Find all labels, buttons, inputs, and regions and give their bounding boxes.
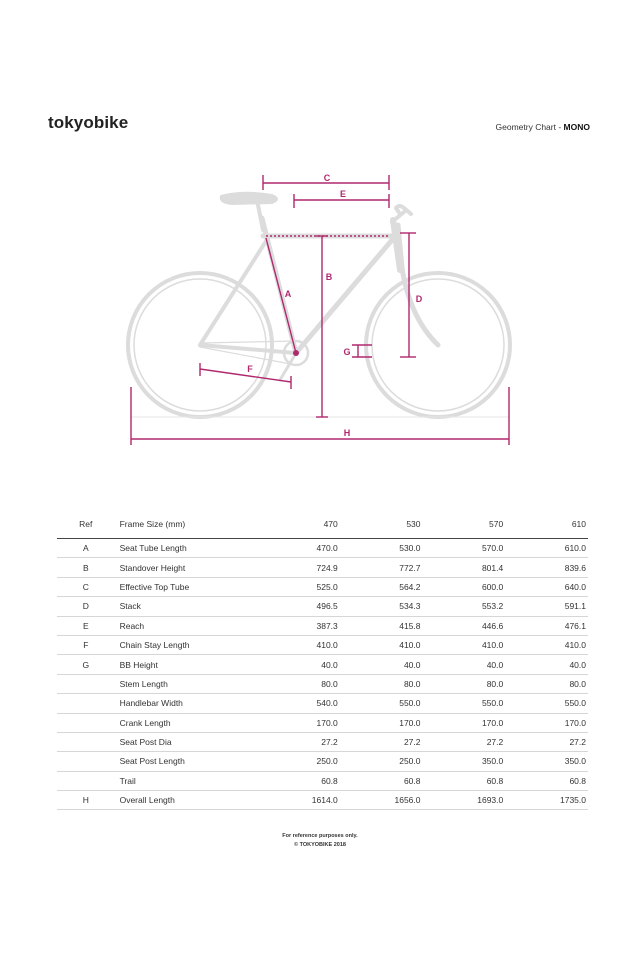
row-value: 446.6 <box>423 616 506 635</box>
header-size-470: 470 <box>257 510 340 539</box>
row-value: 80.0 <box>257 674 340 693</box>
row-value: 550.0 <box>340 694 423 713</box>
row-value: 40.0 <box>423 655 506 674</box>
row-value: 550.0 <box>423 694 506 713</box>
row-value: 60.8 <box>257 771 340 790</box>
row-value: 250.0 <box>340 752 423 771</box>
row-value: 534.3 <box>340 597 423 616</box>
row-value: 170.0 <box>505 713 588 732</box>
row-value: 387.3 <box>257 616 340 635</box>
label-g: G <box>343 347 351 357</box>
row-value: 772.7 <box>340 558 423 577</box>
row-ref: B <box>57 558 115 577</box>
row-value: 410.0 <box>340 635 423 654</box>
row-name: Stack <box>115 597 257 616</box>
table-row <box>57 771 588 790</box>
footer <box>0 832 640 849</box>
table-header-row <box>57 510 588 539</box>
row-value: 410.0 <box>257 635 340 654</box>
label-a: A <box>284 289 292 299</box>
brand-logo: tokyobike <box>48 113 129 132</box>
bottom-bracket-marker <box>293 350 299 356</box>
seat-post <box>258 205 263 230</box>
table-row <box>57 635 588 654</box>
geometry-table <box>57 510 588 810</box>
row-value: 40.0 <box>505 655 588 674</box>
row-name: Handlebar Width <box>115 694 257 713</box>
row-name: Seat Post Dia <box>115 732 257 751</box>
crank-arm <box>280 353 296 380</box>
row-value: 60.8 <box>340 771 423 790</box>
row-value: 553.2 <box>423 597 506 616</box>
row-ref <box>57 732 115 751</box>
header-frame-size: Frame Size (mm) <box>115 510 257 539</box>
row-ref: G <box>57 655 115 674</box>
label-h: H <box>343 428 351 438</box>
row-value: 80.0 <box>505 674 588 693</box>
down-tube <box>296 240 392 353</box>
row-value: 350.0 <box>423 752 506 771</box>
row-value: 600.0 <box>423 577 506 596</box>
saddle <box>221 193 277 204</box>
dimension-lines <box>131 175 509 445</box>
chain-stay <box>200 345 296 353</box>
row-value: 27.2 <box>257 732 340 751</box>
row-value: 801.4 <box>423 558 506 577</box>
dim-f <box>200 369 291 382</box>
row-value: 170.0 <box>257 713 340 732</box>
row-value: 564.2 <box>340 577 423 596</box>
table-row <box>57 597 588 616</box>
row-value: 27.2 <box>340 732 423 751</box>
footer-copyright: © TOKYOBIKE 2018 <box>294 841 346 848</box>
header-size-610: 610 <box>505 510 588 539</box>
row-value: 525.0 <box>257 577 340 596</box>
header-size-570: 570 <box>423 510 506 539</box>
chain-top <box>200 341 296 343</box>
row-value: 40.0 <box>257 655 340 674</box>
row-value: 27.2 <box>423 732 506 751</box>
row-ref: C <box>57 577 115 596</box>
row-value: 540.0 <box>257 694 340 713</box>
row-name: Chain Stay Length <box>115 635 257 654</box>
row-ref: E <box>57 616 115 635</box>
row-name: Standover Height <box>115 558 257 577</box>
row-ref: F <box>57 635 115 654</box>
row-ref <box>57 713 115 732</box>
row-value: 640.0 <box>505 577 588 596</box>
row-ref <box>57 752 115 771</box>
bike-illustration <box>128 193 510 417</box>
row-ref: A <box>57 539 115 558</box>
table-row <box>57 791 588 810</box>
row-value: 591.1 <box>505 597 588 616</box>
row-name: Overall Length <box>115 791 257 810</box>
table-row <box>57 577 588 596</box>
row-name: Effective Top Tube <box>115 577 257 596</box>
row-value: 1614.0 <box>257 791 340 810</box>
row-value: 550.0 <box>505 694 588 713</box>
row-ref <box>57 674 115 693</box>
table-row <box>57 616 588 635</box>
row-value: 170.0 <box>423 713 506 732</box>
row-value: 80.0 <box>423 674 506 693</box>
chart-title-prefix: Geometry Chart - <box>495 122 564 132</box>
label-c: C <box>323 173 331 183</box>
table-row <box>57 732 588 751</box>
row-name: Stem Length <box>115 674 257 693</box>
row-name: BB Height <box>115 655 257 674</box>
row-value: 496.5 <box>257 597 340 616</box>
row-value: 724.9 <box>257 558 340 577</box>
row-value: 610.0 <box>505 539 588 558</box>
row-ref: H <box>57 791 115 810</box>
label-b: B <box>325 272 333 282</box>
row-value: 60.8 <box>505 771 588 790</box>
row-value: 80.0 <box>340 674 423 693</box>
row-value: 839.6 <box>505 558 588 577</box>
row-value: 530.0 <box>340 539 423 558</box>
fork <box>398 225 438 345</box>
table-row <box>57 674 588 693</box>
row-value: 1735.0 <box>505 791 588 810</box>
label-e: E <box>339 189 347 199</box>
table-row <box>57 694 588 713</box>
row-value: 27.2 <box>505 732 588 751</box>
row-value: 350.0 <box>505 752 588 771</box>
row-value: 60.8 <box>423 771 506 790</box>
table-row <box>57 558 588 577</box>
row-value: 170.0 <box>340 713 423 732</box>
footer-disclaimer: For reference purposes only. <box>282 833 358 839</box>
row-name: Trail <box>115 771 257 790</box>
row-value: 570.0 <box>423 539 506 558</box>
bike-geometry-diagram <box>0 150 640 460</box>
row-value: 470.0 <box>257 539 340 558</box>
table-row <box>57 539 588 558</box>
row-name: Seat Tube Length <box>115 539 257 558</box>
label-f: F <box>247 364 253 374</box>
header-ref: Ref <box>57 510 115 539</box>
header-size-530: 530 <box>340 510 423 539</box>
label-d: D <box>415 294 423 304</box>
table-row <box>57 752 588 771</box>
row-value: 415.8 <box>340 616 423 635</box>
row-value: 410.0 <box>423 635 506 654</box>
row-ref: D <box>57 597 115 616</box>
row-value: 40.0 <box>340 655 423 674</box>
row-ref <box>57 694 115 713</box>
seat-stay <box>200 238 268 345</box>
table-row <box>57 713 588 732</box>
row-ref <box>57 771 115 790</box>
row-value: 250.0 <box>257 752 340 771</box>
row-name: Crank Length <box>115 713 257 732</box>
chart-model: MONO <box>563 122 590 132</box>
row-name: Reach <box>115 616 257 635</box>
row-value: 1656.0 <box>340 791 423 810</box>
row-value: 476.1 <box>505 616 588 635</box>
row-name: Seat Post Length <box>115 752 257 771</box>
chart-title <box>496 122 590 132</box>
row-value: 1693.0 <box>423 791 506 810</box>
row-value: 410.0 <box>505 635 588 654</box>
table-row <box>57 655 588 674</box>
